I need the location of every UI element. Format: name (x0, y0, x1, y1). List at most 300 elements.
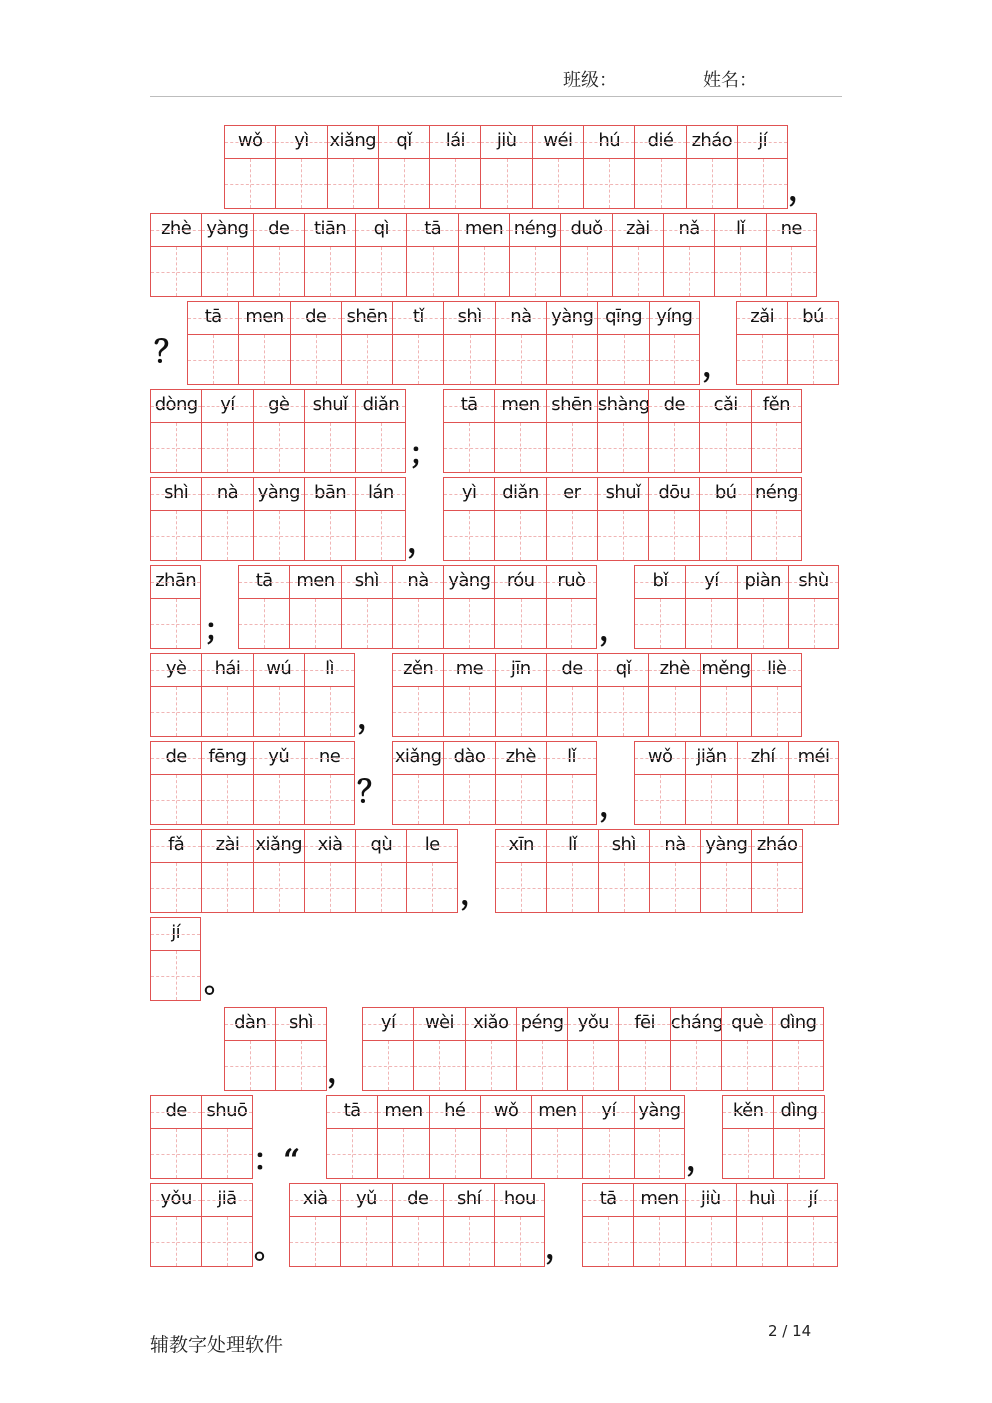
character-group (187, 301, 700, 385)
pinyin-syllable: men (495, 390, 545, 422)
character-writing-box (584, 158, 634, 208)
pinyin-cell (494, 477, 545, 561)
character-writing-box (407, 862, 456, 912)
punctuation-mark: ， (545, 1231, 575, 1266)
character-group (443, 477, 802, 561)
pinyin-cell (583, 125, 634, 209)
character-writing-box (752, 686, 801, 736)
character-writing-box (583, 1128, 633, 1178)
character-writing-box (356, 422, 405, 472)
character-group (392, 653, 802, 737)
character-group (150, 829, 458, 913)
pinyin-syllable: dàn (225, 1008, 275, 1040)
pinyin-cell (150, 477, 201, 561)
character-writing-box (407, 246, 457, 296)
pinyin-cell (634, 565, 685, 649)
pinyin-cell (494, 389, 545, 473)
pinyin-syllable: nà (202, 478, 252, 510)
character-writing-box (723, 1128, 773, 1178)
character-writing-box (664, 246, 714, 296)
pinyin-cell (253, 829, 304, 913)
pinyin-syllable: ne (305, 742, 354, 774)
pinyin-cell (495, 653, 546, 737)
pinyin-syllable: jí (788, 1184, 837, 1216)
character-writing-box (225, 158, 275, 208)
pinyin-syllable: men (378, 1096, 428, 1128)
character-writing-box (788, 1216, 837, 1266)
pinyin-syllable: men (290, 566, 340, 598)
character-writing-box (466, 1040, 516, 1090)
pinyin-syllable: shuǐ (305, 390, 355, 422)
pinyin-cell (150, 829, 201, 913)
pinyin-syllable: shì (276, 1008, 325, 1040)
pinyin-cell (304, 389, 355, 473)
pinyin-cell (532, 125, 583, 209)
pinyin-cell (465, 1007, 516, 1091)
pinyin-syllable: fěn (752, 390, 801, 422)
pinyin-syllable: shì (342, 566, 392, 598)
pinyin-cell (597, 653, 648, 737)
pinyin-syllable: xiǎng (254, 830, 304, 862)
punctuation-mark: 。 (254, 1231, 284, 1266)
pinyin-cell (648, 389, 699, 473)
pinyin-cell (787, 301, 838, 385)
character-writing-box (650, 334, 699, 384)
punctuation-mark: ？ (357, 775, 387, 810)
pinyin-cell (443, 1183, 494, 1267)
pinyin-syllable: men (532, 1096, 582, 1128)
character-writing-box (202, 686, 252, 736)
pinyin-cell (201, 653, 252, 737)
pinyin-cell (429, 125, 480, 209)
pinyin-cell (443, 741, 494, 825)
pinyin-cell (480, 125, 531, 209)
pinyin-cell (722, 1095, 773, 1179)
pinyin-cell (326, 1095, 377, 1179)
pinyin-cell (751, 653, 802, 737)
character-writing-box (619, 1040, 669, 1090)
pinyin-cell (150, 1095, 201, 1179)
pinyin-syllable: xiǎng (328, 126, 378, 158)
character-writing-box (481, 1128, 531, 1178)
character-writing-box (635, 598, 685, 648)
character-group (150, 1095, 253, 1179)
punctuation-mark: ， (407, 525, 437, 560)
pinyin-cell (648, 477, 699, 561)
pinyin-syllable: jīn (496, 654, 546, 686)
character-group (495, 829, 803, 913)
character-writing-box (737, 334, 787, 384)
pinyin-cell (686, 125, 737, 209)
pinyin-cell (597, 477, 648, 561)
pinyin-cell (737, 125, 788, 209)
pinyin-cell (341, 565, 392, 649)
pinyin-cell (224, 1007, 275, 1091)
character-group (634, 741, 839, 825)
pinyin-syllable: cháng (671, 1008, 721, 1040)
punctuation-mark: ， (702, 349, 732, 384)
pinyin-syllable: yì (276, 126, 326, 158)
pinyin-cell (253, 741, 304, 825)
pinyin-cell (224, 125, 275, 209)
character-writing-box (547, 598, 596, 648)
character-writing-box (495, 422, 545, 472)
pinyin-syllable: róu (495, 566, 545, 598)
pinyin-cell (597, 301, 648, 385)
character-writing-box (510, 246, 560, 296)
pinyin-syllable: dié (635, 126, 685, 158)
character-writing-box (305, 422, 355, 472)
pinyin-syllable: yàng (635, 1096, 684, 1128)
pinyin-cell (443, 301, 494, 385)
pinyin-syllable: tiān (305, 214, 355, 246)
punctuation-mark: ， (327, 1055, 357, 1090)
pinyin-syllable: shù (789, 566, 838, 598)
pinyin-syllable: me (444, 654, 494, 686)
pinyin-cell (275, 1007, 326, 1091)
pinyin-cell (773, 1095, 824, 1179)
character-group (150, 1183, 253, 1267)
pinyin-cell (377, 1095, 428, 1179)
character-writing-box (151, 774, 201, 824)
punctuation-mark: ， (357, 701, 387, 736)
pinyin-syllable: zǎi (737, 302, 787, 334)
pinyin-cell (685, 741, 736, 825)
character-writing-box (568, 1040, 618, 1090)
pinyin-syllable: wǒ (225, 126, 275, 158)
character-writing-box (151, 246, 201, 296)
character-writing-box (202, 862, 252, 912)
pinyin-syllable: de (649, 390, 699, 422)
character-writing-box (254, 774, 304, 824)
pinyin-syllable: hé (430, 1096, 480, 1128)
character-writing-box (151, 686, 201, 736)
pinyin-cell (392, 653, 443, 737)
character-writing-box (151, 1128, 201, 1178)
pinyin-syllable: fǎ (151, 830, 201, 862)
pinyin-cell (560, 213, 611, 297)
character-group (150, 741, 355, 825)
pinyin-syllable: yàng (701, 830, 751, 862)
character-writing-box (613, 246, 663, 296)
character-writing-box (722, 1040, 772, 1090)
pinyin-syllable: le (407, 830, 456, 862)
character-writing-box (496, 774, 546, 824)
pinyin-syllable: yí (583, 1096, 633, 1128)
character-writing-box (495, 598, 545, 648)
character-writing-box (151, 1216, 201, 1266)
pinyin-cell (201, 829, 252, 913)
character-writing-box (547, 334, 597, 384)
pinyin-cell (649, 301, 700, 385)
pinyin-cell (392, 565, 443, 649)
pinyin-syllable: shì (599, 830, 649, 862)
pinyin-cell (546, 565, 597, 649)
pinyin-syllable: de (291, 302, 341, 334)
character-group (238, 565, 597, 649)
pinyin-cell (443, 653, 494, 737)
pinyin-syllable: ruò (547, 566, 596, 598)
character-writing-box (547, 774, 596, 824)
punctuation-mark: ：“ (253, 1143, 301, 1178)
character-group (150, 389, 406, 473)
pinyin-syllable: yí (202, 390, 252, 422)
pinyin-syllable: ne (767, 214, 816, 246)
pinyin-syllable: zhè (649, 654, 699, 686)
pinyin-syllable: xià (305, 830, 355, 862)
header-divider (150, 96, 842, 97)
punctuation-mark: ， (599, 613, 629, 648)
character-writing-box (547, 510, 597, 560)
pinyin-syllable: diǎn (356, 390, 405, 422)
character-writing-box (495, 510, 545, 560)
character-writing-box (599, 862, 649, 912)
pinyin-cell (406, 829, 457, 913)
character-writing-box (363, 1040, 413, 1090)
character-writing-box (379, 158, 429, 208)
pinyin-syllable: tā (327, 1096, 377, 1128)
pinyin-syllable: men (634, 1184, 684, 1216)
pinyin-syllable: xīn (496, 830, 546, 862)
character-writing-box (393, 598, 443, 648)
character-writing-box (305, 510, 355, 560)
character-writing-box (700, 422, 750, 472)
pinyin-cell (751, 477, 802, 561)
pinyin-syllable: shàng (598, 390, 648, 422)
character-writing-box (496, 334, 546, 384)
character-writing-box (715, 246, 765, 296)
character-writing-box (378, 1128, 428, 1178)
character-writing-box (239, 334, 289, 384)
pinyin-syllable: jiù (686, 1184, 736, 1216)
character-writing-box (444, 774, 494, 824)
pinyin-cell (355, 829, 406, 913)
pinyin-cell (253, 213, 304, 297)
pinyin-cell (304, 477, 355, 561)
character-writing-box (305, 862, 355, 912)
character-writing-box (444, 334, 494, 384)
pinyin-syllable: néng (510, 214, 560, 246)
pinyin-cell (150, 741, 201, 825)
character-writing-box (547, 686, 597, 736)
page-number: 2 / 14 (768, 1322, 812, 1340)
pinyin-cell (546, 301, 597, 385)
pinyin-syllable: bú (700, 478, 750, 510)
pinyin-syllable: tā (188, 302, 238, 334)
pinyin-cell (751, 829, 802, 913)
character-group (736, 301, 839, 385)
pinyin-syllable: zěn (393, 654, 443, 686)
pinyin-syllable: měng (701, 654, 751, 686)
character-writing-box (356, 862, 406, 912)
pinyin-syllable: zài (613, 214, 663, 246)
pinyin-cell (304, 829, 355, 913)
character-group (722, 1095, 825, 1179)
pinyin-cell (495, 829, 546, 913)
pinyin-cell (494, 1183, 545, 1267)
character-writing-box (686, 1216, 736, 1266)
character-writing-box (496, 862, 546, 912)
character-writing-box (788, 334, 837, 384)
pinyin-syllable: jiǎn (686, 742, 736, 774)
pinyin-syllable: jí (151, 918, 200, 950)
pinyin-cell (700, 653, 751, 737)
pinyin-cell (150, 213, 201, 297)
pinyin-cell (238, 565, 289, 649)
pinyin-cell (648, 653, 699, 737)
pinyin-syllable: yǒu (568, 1008, 618, 1040)
pinyin-cell (201, 741, 252, 825)
pinyin-cell (670, 1007, 721, 1091)
pinyin-cell (201, 477, 252, 561)
character-group (150, 213, 817, 297)
punctuation-mark: ， (599, 789, 629, 824)
character-writing-box (459, 246, 509, 296)
pinyin-cell (546, 477, 597, 561)
pinyin-cell (150, 389, 201, 473)
character-writing-box (356, 246, 406, 296)
pinyin-cell (443, 389, 494, 473)
pinyin-cell (788, 565, 839, 649)
pinyin-syllable: yàng (444, 566, 494, 598)
pinyin-syllable: duǒ (561, 214, 611, 246)
pinyin-cell (289, 565, 340, 649)
pinyin-syllable: lǐ (715, 214, 765, 246)
character-writing-box (789, 598, 838, 648)
pinyin-cell (634, 1095, 685, 1179)
pinyin-cell (737, 741, 788, 825)
pinyin-cell (546, 741, 597, 825)
pinyin-cell (187, 301, 238, 385)
pinyin-syllable: de (254, 214, 304, 246)
character-writing-box (151, 510, 201, 560)
character-writing-box (342, 334, 392, 384)
character-writing-box (635, 1128, 684, 1178)
pinyin-cell (341, 301, 392, 385)
character-writing-box (649, 422, 699, 472)
character-writing-box (254, 686, 304, 736)
pinyin-cell (582, 1183, 633, 1267)
character-writing-box (598, 334, 648, 384)
character-writing-box (342, 598, 392, 648)
character-group (392, 741, 597, 825)
pinyin-cell (304, 213, 355, 297)
pinyin-cell (362, 1007, 413, 1091)
pinyin-cell (275, 125, 326, 209)
pinyin-syllable: bān (305, 478, 355, 510)
pinyin-cell (700, 829, 751, 913)
character-writing-box (687, 158, 737, 208)
pinyin-syllable: zhè (151, 214, 201, 246)
pinyin-syllable: hái (202, 654, 252, 686)
character-writing-box (444, 422, 494, 472)
pinyin-cell (406, 213, 457, 297)
character-writing-box (254, 246, 304, 296)
character-writing-box (700, 510, 750, 560)
pinyin-cell (714, 213, 765, 297)
character-group (289, 1183, 545, 1267)
character-writing-box (356, 510, 405, 560)
pinyin-cell (458, 213, 509, 297)
pinyin-syllable: zài (202, 830, 252, 862)
character-writing-box (444, 1216, 494, 1266)
pinyin-syllable: dìng (773, 1008, 822, 1040)
character-group (634, 565, 839, 649)
character-writing-box (202, 510, 252, 560)
pinyin-cell (495, 301, 546, 385)
pinyin-syllable: nà (496, 302, 546, 334)
pinyin-cell (751, 389, 802, 473)
pinyin-cell (509, 213, 560, 297)
pinyin-syllable: yàng (202, 214, 252, 246)
pinyin-syllable: dào (444, 742, 494, 774)
character-writing-box (430, 158, 480, 208)
pinyin-cell (546, 389, 597, 473)
pinyin-syllable: fēng (202, 742, 252, 774)
pinyin-cell (340, 1183, 391, 1267)
character-writing-box (738, 158, 787, 208)
pinyin-syllable: dòng (151, 390, 201, 422)
pinyin-syllable: nà (393, 566, 443, 598)
character-writing-box (327, 1128, 377, 1178)
character-writing-box (496, 686, 546, 736)
pinyin-cell (766, 213, 817, 297)
character-writing-box (444, 598, 494, 648)
character-writing-box (752, 862, 801, 912)
character-writing-box (752, 510, 801, 560)
pinyin-syllable: men (459, 214, 509, 246)
pinyin-syllable: liè (752, 654, 801, 686)
character-writing-box (254, 862, 304, 912)
pinyin-syllable: yǔ (254, 742, 304, 774)
pinyin-syllable: de (393, 1184, 443, 1216)
pinyin-syllable: néng (752, 478, 801, 510)
character-writing-box (686, 598, 736, 648)
pinyin-syllable: xiǎng (393, 742, 443, 774)
pinyin-syllable: zhí (738, 742, 788, 774)
pinyin-cell (150, 653, 201, 737)
character-writing-box (151, 598, 200, 648)
character-writing-box (701, 862, 751, 912)
pinyin-syllable: yí (686, 566, 736, 598)
pinyin-syllable: shēn (342, 302, 392, 334)
character-writing-box (634, 1216, 684, 1266)
pinyin-syllable: lì (305, 654, 354, 686)
pinyin-cell (546, 653, 597, 737)
pinyin-cell (685, 1183, 736, 1267)
pinyin-syllable: shēn (547, 390, 597, 422)
character-writing-box (305, 774, 354, 824)
pinyin-syllable: fēi (619, 1008, 669, 1040)
pinyin-syllable: shì (151, 478, 201, 510)
pinyin-syllable: yíng (650, 302, 699, 334)
pinyin-syllable: tā (239, 566, 289, 598)
pinyin-cell (150, 917, 201, 1001)
pinyin-syllable: qì (356, 214, 406, 246)
pinyin-cell (289, 1183, 340, 1267)
pinyin-cell (429, 1095, 480, 1179)
pinyin-syllable: tā (444, 390, 494, 422)
pinyin-cell (392, 1183, 443, 1267)
pinyin-cell (304, 741, 355, 825)
character-group (150, 917, 201, 1001)
pinyin-syllable: tǐ (393, 302, 443, 334)
character-writing-box (444, 686, 494, 736)
pinyin-cell (788, 741, 839, 825)
character-writing-box (276, 1040, 325, 1090)
character-group (224, 125, 788, 209)
character-writing-box (202, 246, 252, 296)
